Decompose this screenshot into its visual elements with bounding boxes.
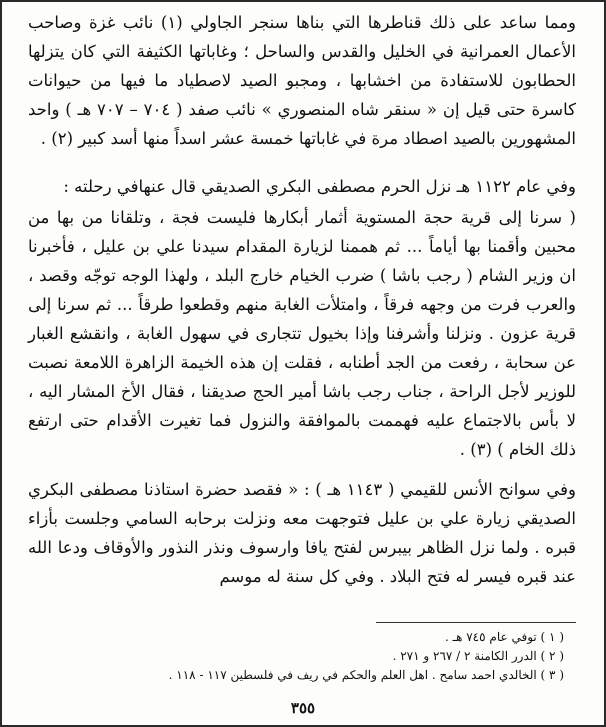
quotation-journey: ( سرنا إلى قرية حجة المستوية أثمار أبكارها فليست فجة ، وتلقانا من بها من محبين وأقمنا بها أياماً ... ثم هممنا لزيارة المقدام سيدنا علي بن عليل ، فأخبرنا ان وزير الشام ( رجب باشا ) ضرب الخيام خارج البلد ، ولهذا الوجه توجّه وقصد ، والعرب فرت من وجهه فرقاً ، وامتلأت الغابة منهم وقطعوا طرقاً ... ثم سرنا إلى قرية عزون . ونزلنا وأشرفنا وإذا بخيول تتجارى في سهول الغابة ، وانقشع الغبار عن سحابة ، رفعت من الجد أطنابه ، فقلت إن هذه الخيمة الزاهرة اللامعة نصبت للوزير لأجل الراحة ، جناب رجب باشا أمير الحج صديقنا ، فقال الأخ المشار اليه ، لا بأس بالاجتماع عليه فهممت بالموافقة والنزول فما تغيرت الأقدام حتى ارتفع ذلك الخام ) (٣) .: [28, 208, 576, 459]
footnote-divider: [376, 622, 576, 623]
footnote-item: ( ٣ ) الخالدي احمد سامح . اهل العلم والحكم في ريف في فلسطين ١١٧ - ١١٨ .: [168, 668, 564, 682]
paragraph-sawanih-al-uns: وفي سوانح الأنس للقيمي ( ١١٤٣ هـ ) : « فقصد حضرة استاذنا مصطفى البكري الصديقي زيارة علي بن عليل فتوجهت معه ونزلت برحابه السامي وجلست بأزاء قبره . ولما نزل الظاهر بيبرس لفتح يافا وارسوف ونذر النذور والأوقاف ودعا الله عند قبره فيسر له فتح البلاد . وفي كل سنة له موسم: [28, 480, 576, 586]
page-number: ٣٥٥: [290, 699, 316, 717]
paragraph-bakri-visit: وفي عام ١١٢٢ هـ نزل الحرم مصطفى البكري الصديقي قال عنهافي رحلته :: [63, 177, 576, 196]
footnote-item: ( ١ ) توفي عام ٧٤٥ هـ .: [444, 630, 564, 644]
footnote-item: ( ٢ ) الدرر الكامنة ٢ / ٢٦٧ و ٢٧١ .: [392, 649, 564, 663]
body-text: [28, 8, 576, 599]
paragraph-jawli-bridges: ومما ساعد على ذلك قناطرها التي بناها سنجر الجاولي (١) نائب غزة وصاحب الأعمال العمرانية في الخليل والقدس والساحل ؛ وغاباتها الكثيفة التي كان يتزلها الحطابون للاستفادة من اخشابها ، ومجبو الصيد لاصطياد ما فيها من حيوانات كاسرة حتى قيل إن « سنقر شاه المنصوري » نائب صفد ( ٧٠٤ – ٧٠٧ هـ ) واحد المشهورين بالصيد اصطاد مرة في غاباتها خمسة عشر اسداً منها أسد كبير (٢) .: [28, 13, 577, 148]
footnotes-list: [122, 628, 564, 685]
